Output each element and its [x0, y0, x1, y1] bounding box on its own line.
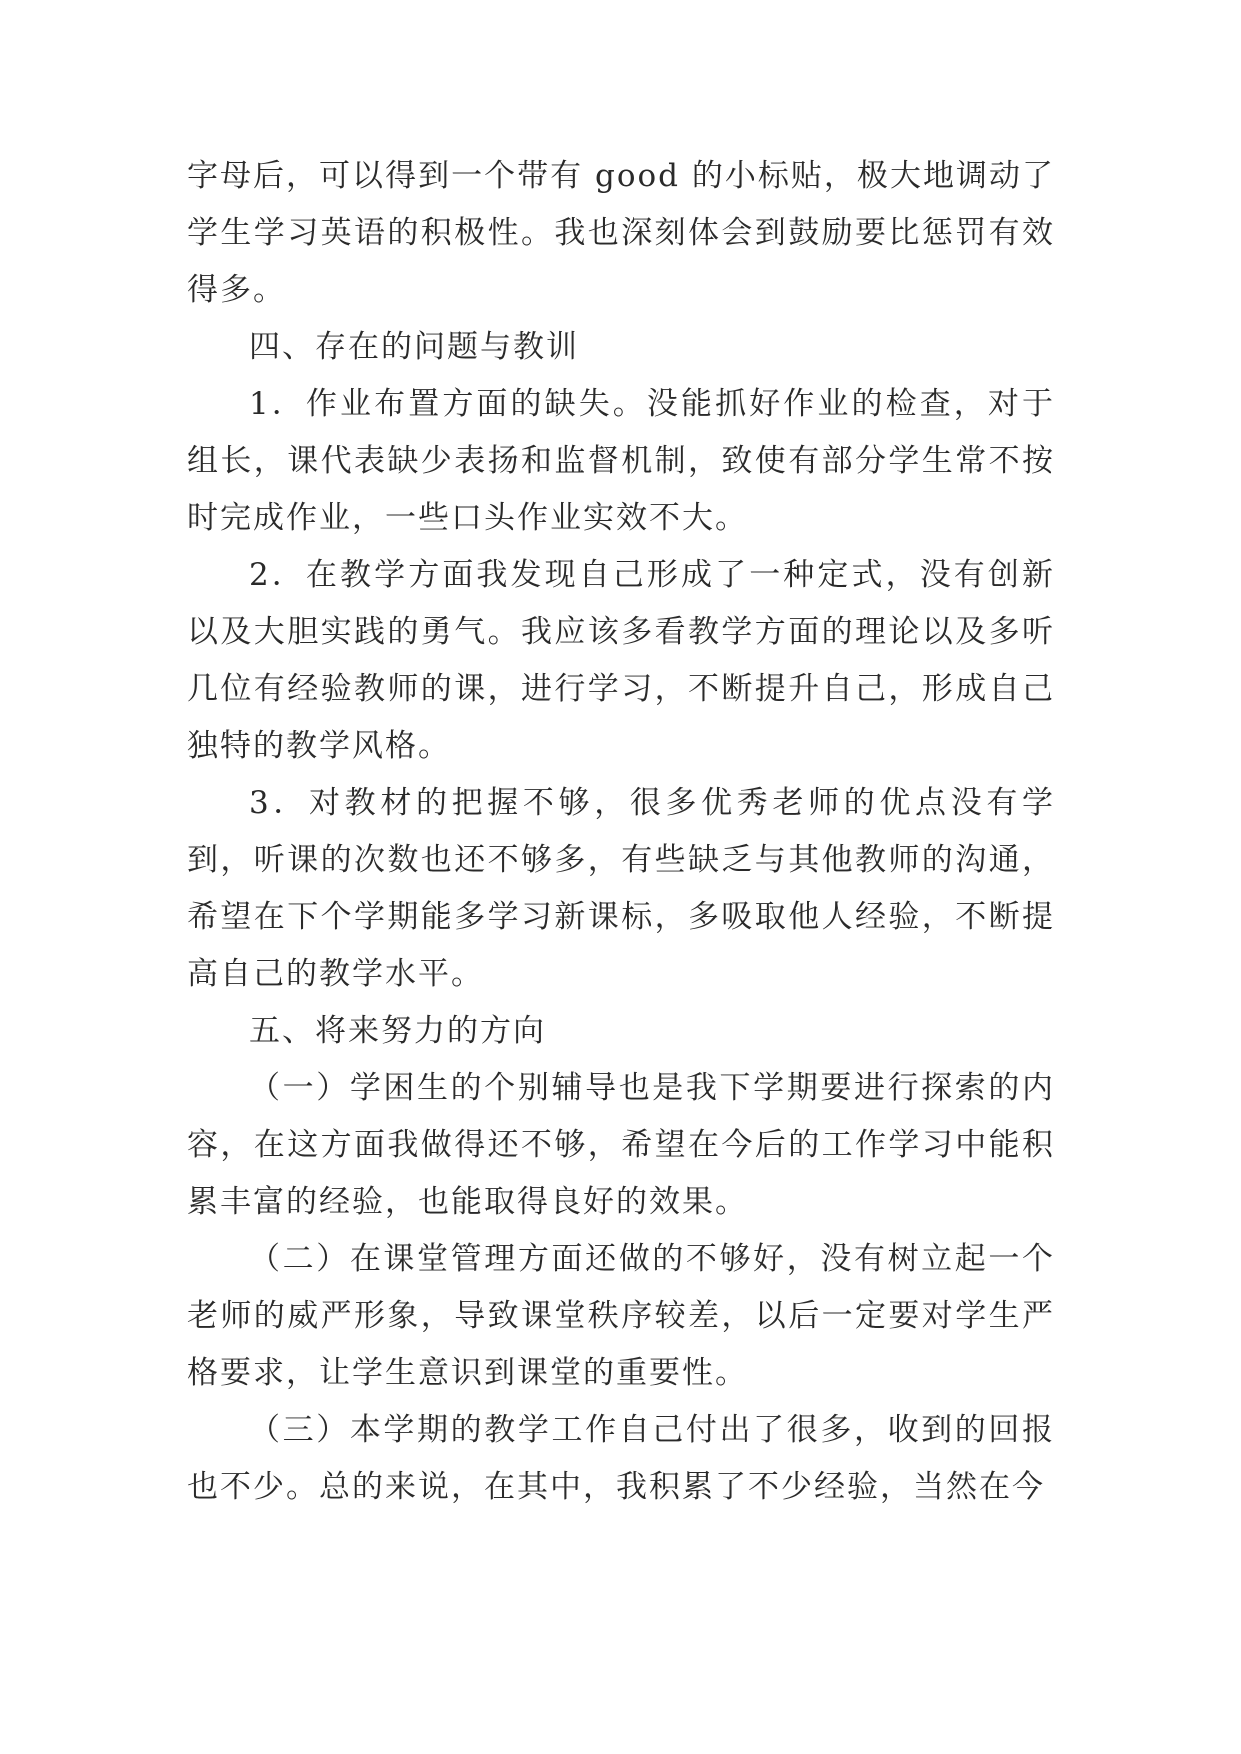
section-heading-future: 五、将来努力的方向 — [249, 1013, 546, 1049]
paragraph-future-2: （二）在课堂管理方面还做的不够好，没有树立起一个老师的威严形象，导致课堂秩序较差，以后一定要对学生严格要求，让学生意识到课堂的重要性。 — [187, 1241, 1055, 1391]
paragraph-problem-1: 1．作业布置方面的缺失。没能抓好作业的检查，对于组长，课代表缺少表扬和监督机制，致使有部分学生常不按时完成作业，一些口头作业实效不大。 — [187, 386, 1055, 536]
paragraph-problem-3: 3．对教材的把握不够，很多优秀老师的优点没有学到，听课的次数也还不够多，有些缺乏与其他教师的沟通，希望在下个学期能多学习新课标，多吸取他人经验，不断提高自己的教学水平。 — [187, 785, 1055, 992]
paragraph-future-1: （一）学困生的个别辅导也是我下学期要进行探索的内容，在这方面我做得还不够，希望在今后的工作学习中能积累丰富的经验，也能取得良好的效果。 — [187, 1070, 1055, 1220]
document-body — [187, 148, 1055, 1516]
paragraph-problem-2: 2．在教学方面我发现自己形成了一种定式，没有创新以及大胆实践的勇气。我应该多看教学方面的理论以及多听几位有经验教师的课，进行学习，不断提升自己，形成自己独特的教学风格。 — [187, 557, 1055, 764]
paragraph-future-3: （三）本学期的教学工作自己付出了很多，收到的回报也不少。总的来说，在其中，我积累了不少经验，当然在今 — [187, 1412, 1055, 1505]
section-heading-problems: 四、存在的问题与教训 — [249, 329, 579, 365]
paragraph-continuation: 字母后，可以得到一个带有 good 的小标贴，极大地调动了学生学习英语的积极性。我也深刻体会到鼓励要比惩罚有效得多。 — [187, 158, 1055, 308]
